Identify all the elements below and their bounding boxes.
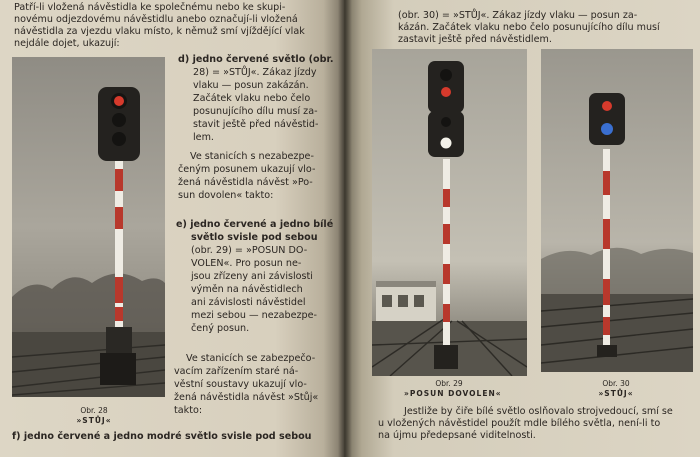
right-bottom-line-3: na újmu předepsané viditelnosti. [378, 430, 536, 441]
item-e-line-8: mezi sebou — nezabezpe- [191, 310, 318, 321]
right-top-line-2: kázán. Začátek vlaku nebo čelo posunujícího dílu musí [398, 22, 660, 33]
figure-30-caption [586, 379, 646, 398]
figure-29-title: »POSUN DOVOLEN« [404, 388, 502, 398]
item-d-line-3: vlaku — posun zakázán. [193, 80, 309, 91]
item-e-line-4: VOLEN«. Pro posun ne- [191, 258, 302, 269]
stanice1-line-4: sun dovolen« takto: [178, 190, 274, 201]
stanice2-line-1: Ve stanicích se zabezpečo- [186, 353, 316, 364]
signal-photo-29 [372, 49, 527, 376]
book-gutter [338, 0, 352, 457]
signal-photo-28 [12, 57, 165, 397]
item-d-line-1: d) jedno červené světlo (obr. [178, 54, 334, 65]
figure-28-title: »STŮJ« [76, 415, 112, 425]
item-e-line-3: (obr. 29) = »POSUN DO- [191, 245, 308, 256]
item-d-line-4: Začátek vlaku nebo čelo [193, 93, 311, 104]
right-page [344, 0, 700, 457]
figure-29-caption [404, 379, 502, 398]
right-bottom-line-2: u vložených návěstidel použít mdle bílého světla, není-li to [378, 418, 661, 429]
right-top-line-1: (obr. 30) = »STŮJ«. Zákaz jízdy vlaku — posun za- [398, 10, 638, 21]
stanice2-line-4: žená návěstidla návěst »Stůj« [174, 392, 319, 403]
item-e-line-1: e) jedno červené a jedno bílé [176, 219, 334, 230]
photo-figure-28 [12, 57, 165, 397]
figure-28-number: Obr. 28 [80, 406, 108, 415]
intro-line-1: Patří-li vložená návěstidla ke společnému nebo ke skupi- [14, 2, 286, 13]
item-e-line-9: čený posun. [191, 323, 250, 334]
intro-line-3: návěstidla za vjezdu vlaku místo, k němuž smí vjíždějící vlak [14, 26, 305, 37]
item-d-line-2: 28) = »STŮJ«. Zákaz jízdy [193, 67, 317, 78]
left-page [0, 0, 344, 457]
photo-figure-29 [372, 49, 527, 376]
stanice2-line-3: věstní soustavy ukazují vlo- [174, 379, 307, 390]
item-e-line-5: jsou zřízeny ani závislosti [191, 271, 313, 282]
figure-30-title: »STŮJ« [598, 388, 634, 398]
stanice1-line-3: žená návěstidla návěst »Po- [178, 177, 313, 188]
figure-28-caption [64, 406, 124, 425]
stanice1-line-2: čeným posunem ukazují vlo- [178, 164, 316, 175]
item-f-line: f) jedno červené a jedno modré světlo svisle pod sebou [12, 431, 312, 442]
figure-30-number: Obr. 30 [602, 379, 630, 388]
intro-line-2: novému odjezdovému návěstidlu anebo označují-li vložená [14, 14, 298, 25]
item-e-line-2: světlo svisle pod sebou [191, 232, 318, 243]
item-d-line-5: posunujícího dílu musí za- [193, 106, 318, 117]
stanice1-line-1: Ve stanicích s nezabezpe- [190, 151, 314, 162]
right-top-line-3: zastavit ještě před návěstidlem. [398, 34, 552, 45]
right-bottom-line-1: Jestliže by čiře bílé světlo oslňovalo strojvedoucí, smí se [404, 406, 673, 417]
item-d-line-6: stavit ještě před návěstid- [193, 119, 319, 130]
stanice2-line-2: vacím zařízením staré ná- [174, 366, 299, 377]
stanice2-line-5: takto: [174, 405, 203, 416]
item-d-line-7: lem. [193, 132, 214, 143]
photo-figure-30 [541, 49, 693, 372]
intro-line-4: nejdále dojet, ukazují: [14, 38, 120, 49]
item-e-line-6: výměn na návěstidlech [191, 284, 303, 295]
item-e-line-7: ani závislosti návěstidel [191, 297, 306, 308]
signal-photo-30 [541, 49, 693, 372]
figure-29-number: Obr. 29 [435, 379, 463, 388]
